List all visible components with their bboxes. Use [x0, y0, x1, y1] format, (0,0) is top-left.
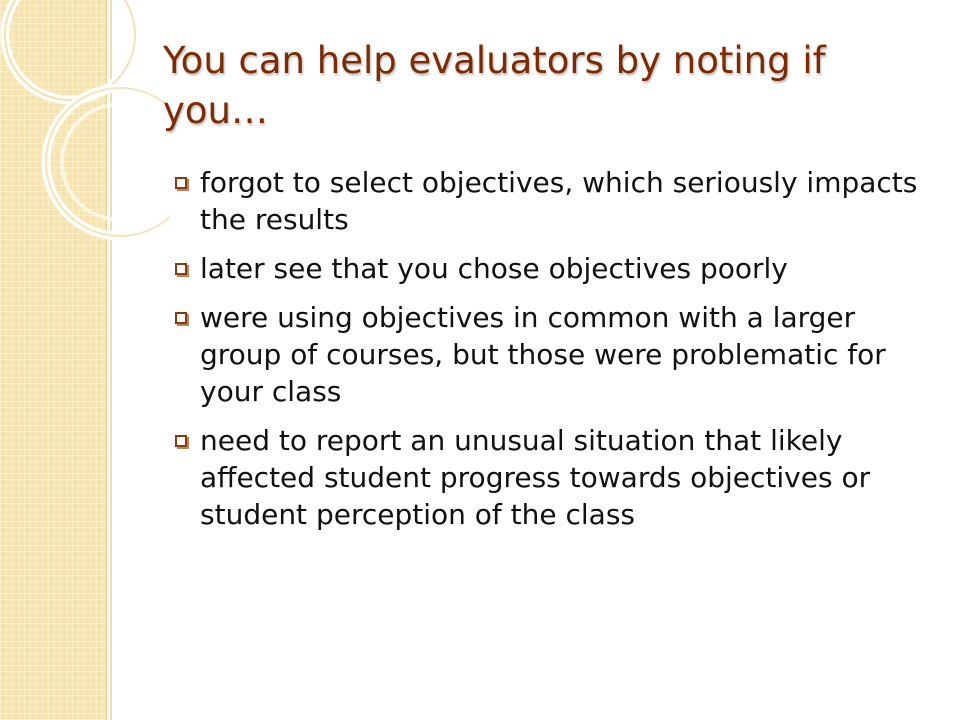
bullet-text: forgot to select objectives, which seriously impacts the results: [200, 166, 918, 236]
checkbox-square-icon: [175, 263, 187, 275]
bullet-text: later see that you chose objectives poorly: [200, 252, 788, 285]
list-item: [173, 299, 933, 410]
bullet-list: [173, 164, 933, 545]
bullet-text: were using objectives in common with a larger group of courses, but those were problematic for your class: [200, 301, 886, 408]
checkbox-square-icon: [175, 177, 187, 189]
list-item: [173, 164, 933, 238]
list-item: [173, 422, 933, 533]
list-item: [173, 250, 933, 287]
checkbox-square-icon: [175, 435, 187, 447]
checkbox-square-icon: [175, 312, 187, 324]
decorative-circles-icon: [0, 0, 170, 260]
slide-title: You can help evaluators by noting if you…: [163, 39, 826, 132]
bullet-text: need to report an unusual situation that likely affected student progress towards objectives or student perception of the class: [200, 424, 871, 531]
